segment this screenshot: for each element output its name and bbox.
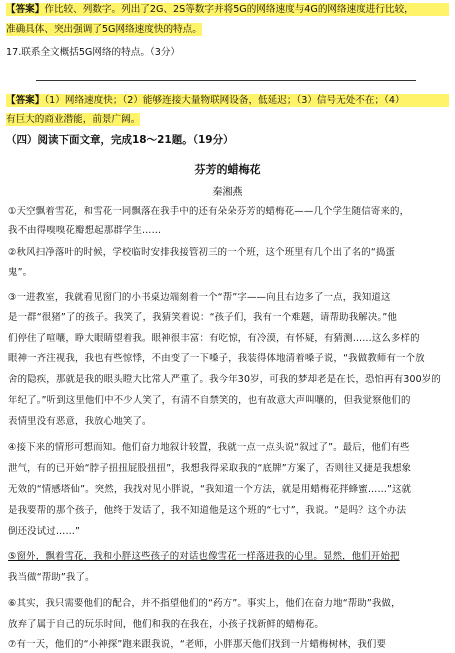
para-line: 倒还没试过……”	[8, 526, 81, 537]
section-heading: （四）阅读下面文章，完成18～21题。（19分）	[6, 134, 234, 146]
para-line: ②秋风扫净落叶的时候，学校临时安排我接管初三的一个班，这个班里有几个出了名的“捣蛋	[8, 247, 396, 258]
para-line: ④接下来的情形可想而知。他们奋力地叙计较置，我就一点一点头说“叙过了”。最后，他们有些	[8, 442, 410, 453]
para-line: 我当做“帮助”我了。	[8, 572, 95, 583]
para-line: 我不由得嗅嗅花瓣想起那群学生……	[8, 225, 162, 236]
answer-2-tag: 【答案】	[6, 95, 45, 106]
para-line: 们停住了喧嚷，睁大眼睛望着我。眼神很丰富：有吃惊，有冷漠，有怀疑，有猜测……这么多样的	[8, 333, 420, 344]
para-line: ⑥其实，我只需要他们的配合，并不指望他们的“药方”。事实上，他们在奋力地“帮助”我做，	[8, 598, 401, 609]
para-line: 表情里没有恶意，我放心地笑了。	[8, 416, 152, 427]
answer-1-text-1: 作比较、列数字。列出了2G、2S等数字并将5G的网络速度与4G的网络速度进行比较，	[44, 4, 414, 15]
article-author: 秦湘燕	[212, 187, 243, 198]
answer-2-line-1	[6, 94, 449, 107]
para-line: 眼神一齐注视我，我也有些惊悸，不由变了一下嗓子，我装得体地清着嗓子说，“我做教师有一个放	[8, 353, 425, 364]
article-title: 芬芳的蜡梅花	[194, 163, 261, 176]
answer-1-tag: 【答案】	[6, 4, 45, 15]
para-line-underlined: ⑤窗外，飘着雪花，我和小胖这些孩子的对话也像雪花一样落进我的心里。显然，他们开始把	[8, 551, 400, 562]
para-line: 无效的“情感塔仙”。突然，我找对见小胖说，“我知道一个方法，就是用蜡梅花拌蜂蜜……”这就	[8, 484, 412, 495]
para-line: 鬼”。	[8, 267, 33, 278]
answer-2-text-1: （1）网络速度快；（2）能够连接大量物联网设备，低延迟；（3）信号无处不在；（4）	[44, 95, 405, 106]
para-line: 是我要帮的那个孩子，他终于发话了，我不知道他是这个班的“七寸”，我说。“是吗？这个办法	[8, 505, 407, 516]
para-line: ③一进教室，我就看见窗门的小书桌边端刻着一个“帮”字——向且右边多了一点，我知道这	[8, 292, 391, 303]
answer-1-line-2: 准确具体、突出强调了5G网络速度快的特点。	[6, 24, 202, 35]
answer-2-line-2: 有巨大的商业潜能，前景广阔。	[6, 114, 141, 125]
para-line: ①天空飘着雪花，和雪花一同飘落在我手中的还有朵朵芬芳的蜡梅花——几个学生随信寄来的，	[8, 206, 410, 217]
para-line: 舍的隐疾，那就是我的眼头瞪大比常人严重了。我今年30岁，可我的梦却老是在长，恐怕再有300岁的	[8, 374, 441, 385]
para-line: 放弃了属于自己的玩乐时间，他们和我的在我在，小孩子找新鲜的蜡梅花。	[8, 619, 324, 630]
answer-1-line-1	[6, 3, 449, 16]
para-line: 是一群“很猪”了的孩子。我笑了，我猜笑着说：“孩子们，我有一个难题，请帮助我解决。”他	[8, 312, 397, 323]
question-17: 17.联系全文概括5G网络的特点。（3分）	[6, 47, 181, 58]
para-line: 泄气，有的已开始“脖子扭扭屁股扭扭”，我想我得采取我的“底牌”方案了，否则往又捷是我想象	[8, 463, 412, 474]
para-line: 年纪了。”听到这里他们中不少人笑了，有清不自禁笑的，也有故意大声叫嚷的，但我觉察他们的	[8, 395, 411, 406]
para-line: ⑦有一天，他们的“小神探”跑来跟我说，“老师，小胖那天他们找到一片蜡梅树林，我们要	[8, 639, 387, 650]
answer-rule	[36, 80, 416, 81]
